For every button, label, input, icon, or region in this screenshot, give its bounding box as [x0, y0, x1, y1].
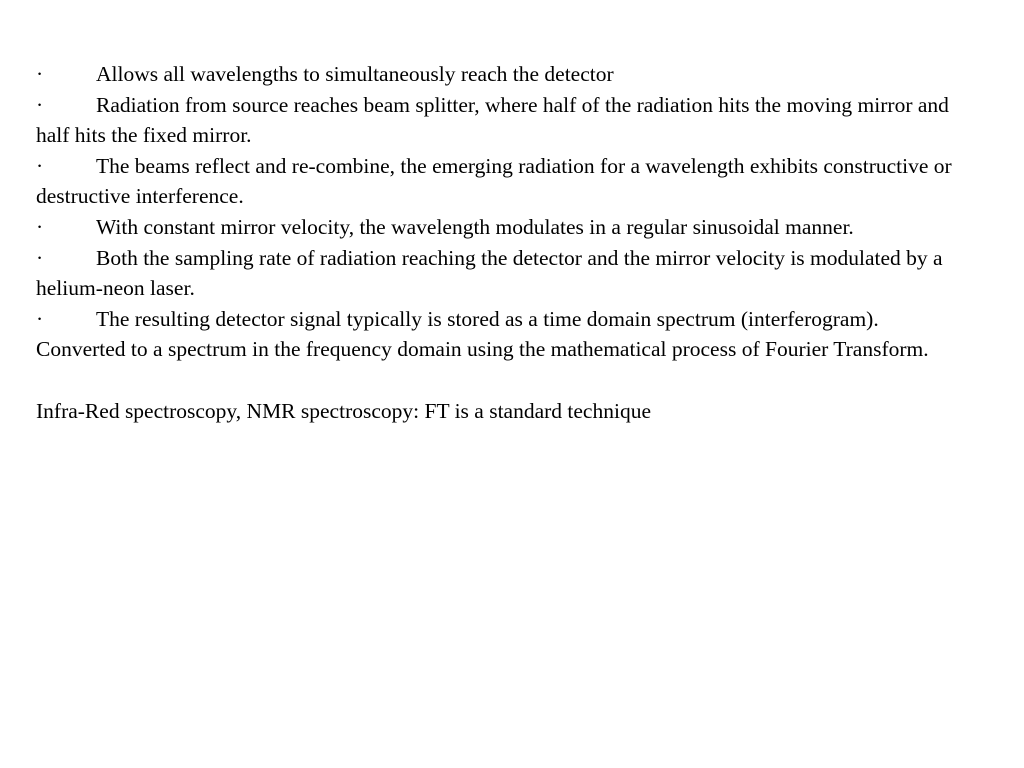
- bullet-text: The beams reflect and re-combine, the emerging radiation for a wavelength exhibits constructive or destructive interference.: [36, 153, 952, 209]
- summary-paragraph: Infra-Red spectroscopy, NMR spectroscopy: FT is a standard technique: [36, 398, 651, 423]
- bullet-marker: ·: [36, 306, 44, 331]
- bullet-text: Both the sampling rate of radiation reaching the detector and the mirror velocity is modulated by a helium-neon laser.: [36, 245, 943, 301]
- bullet-marker: ·: [36, 153, 44, 178]
- bullet-marker: ·: [36, 214, 44, 239]
- bullet-item: [36, 212, 976, 243]
- bullet-marker: ·: [36, 62, 44, 86]
- bullet-text: With constant mirror velocity, the wavelength modulates in a regular sinusoidal manner.: [96, 214, 854, 239]
- spacer: [36, 365, 976, 396]
- bullet-marker: ·: [36, 245, 44, 270]
- bullet-item: [36, 59, 976, 90]
- conversion-paragraph: Converted to a spectrum in the frequency domain using the mathematical process of Fourier Transform.: [36, 337, 929, 362]
- bullet-text: Allows all wavelengths to simultaneously reach the detector: [96, 62, 614, 86]
- bullet-marker: ·: [36, 92, 44, 117]
- bullet-text: Radiation from source reaches beam splitter, where half of the radiation hits the moving mirror and half hits the fixed mirror.: [36, 92, 949, 148]
- bullet-item: [36, 243, 976, 304]
- bullet-item: [36, 151, 976, 212]
- bullet-text: The resulting detector signal typically is stored as a time domain spectrum (interferogram).: [96, 306, 879, 331]
- bullet-item: [36, 90, 976, 151]
- bullet-item: [36, 304, 976, 335]
- slide-content: [36, 59, 976, 426]
